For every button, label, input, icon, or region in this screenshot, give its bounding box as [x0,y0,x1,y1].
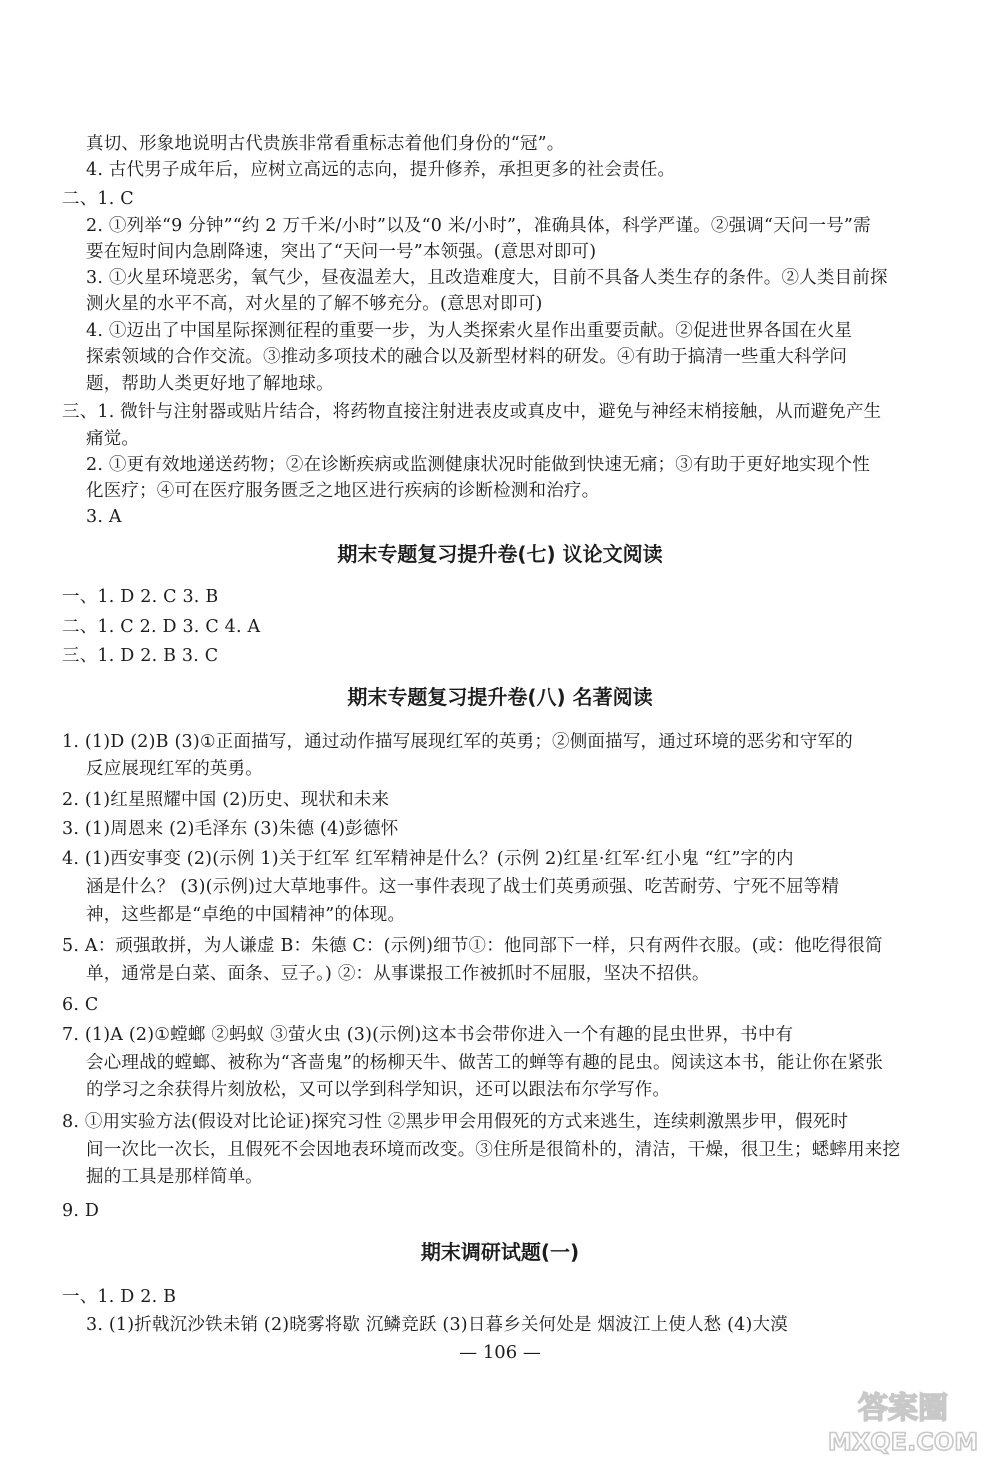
text-line: 3. A [86,507,122,527]
text-line: 4. 古代男子成年后，应树立高远的志向，提升修养，承担更多的社会责任。 [86,160,676,180]
text-line: 二、1. C [62,189,134,209]
text-line: 6. C [62,995,99,1015]
text-line: 3. (1)周恩来 (2)毛泽东 (3)朱德 (4)彭德怀 [62,819,399,839]
section-heading: 期末调研试题(一) [420,1240,580,1264]
text-line: 1. (1)D (2)B (3)①正面描写，通过动作描写展现红军的英勇；②侧面描写，通过环境的恶劣和守军的 [62,732,853,752]
text-line: 3. (1)折戟沉沙铁未销 (2)晓雾将歇 沉鳞竞跃 (3)日暮乡关何处是 烟波江上使人愁 (4)大漠 [86,1315,788,1335]
text-line: 9. D [62,1201,100,1221]
text-line: 2. ①列举“9 分钟”“约 2 万千米/小时”以及“0 米/小时”，准确具体，科学严谨。②强调“天问一号”需 [86,216,871,236]
text-line: 一、1. D 2. B [62,1287,177,1307]
text-line: 2. (1)红星照耀中国 (2)历史、现状和未来 [62,790,390,810]
svg-text:MXQE.COM: MXQE.COM [827,1428,979,1456]
text-line: 涵是什么？ (3)(示例)过大草地事件。这一事件表现了战士们英勇顽强、吃苦耐劳、宁死不屈等精 [86,877,840,897]
text-line: 的学习之余获得片刻放松，又可以学到科学知识，还可以跟法布尔学写作。 [86,1080,671,1100]
text-line: 反应展现红军的英勇。 [86,759,263,779]
text-line: 3. ①火星环境恶劣，氧气少，昼夜温差大，且改造难度大，目前不具备人类生存的条件。②人类目前探 [86,268,888,288]
text-line: 5. A：顽强敢拼，为人谦虚 B：朱德 C：(示例)细节①：他同部下一样，只有两件衣服。(或：他吃得很简 [62,936,883,956]
text-line: 痛觉。 [86,429,140,449]
svg-text:答案圈: 答案圈 [858,1391,948,1426]
text-line: 神，这些都是“卓绝的中国精神”的体现。 [86,905,406,925]
text-line: 2. ①更有效地递送药物；②在诊断疾病或监测健康状况时能做到快速无痛；③有助于更好地实现个性 [86,455,870,475]
text-line: 单，通常是白菜、面条、豆子。) ②：从事谍报工作被抓时不屈服，坚决不招供。 [86,964,710,984]
text-line: 测火星的水平不高，对火星的了解不够充分。(意思对即可) [86,294,543,314]
section-heading: 期末专题复习提升卷(七) 议论文阅读 [337,542,663,566]
watermark-logo-icon [818,1384,988,1456]
text-line: 题，帮助人类更好地了解地球。 [86,374,334,394]
text-line: 真切、形象地说明古代贵族非常看重标志着他们身份的“冠”。 [86,134,565,154]
text-line: 8. ①用实验方法(假设对比论证)探究习性 ②黑步甲会用假死的方式来逃生，连续刺激黑步甲，假死时 [62,1112,849,1132]
text-line: 要在短时间内急剧降速，突出了“天问一号”本领强。(意思对即可) [86,242,597,262]
text-line: 探索领域的合作交流。③推动多项技术的融合以及新型材料的研发。④有助于搞清一些重大科学问 [86,347,848,367]
text-line: 会心理战的螳螂、被称为“吝啬鬼”的杨柳天牛、做苦工的蝉等有趣的昆虫。阅读这本书，能让你在紧张 [86,1053,884,1073]
text-line: 三、1. D 2. B 3. C [62,646,219,666]
text-line: 化医疗；④可在医疗服务匮乏之地区进行疾病的诊断检测和治疗。 [86,481,600,501]
text-line: 三、1. 微针与注射器或贴片结合，将药物直接注射进表皮或真皮中，避免与神经末梢接触，从而避免产生 [62,402,882,422]
text-line: 4. ①迈出了中国星际探测征程的重要一步，为人类探索火星作出重要贡献。②促进世界各国在火星 [86,321,853,341]
text-line: 间一次比一次长，且假死不会因地表环境而改变。③住所是很简朴的，清洁，干燥，很卫生；蟋蟀用来挖 [86,1140,901,1160]
section-heading: 期末专题复习提升卷(八) 名著阅读 [347,685,653,709]
text-line: 一、1. D 2. C 3. B [62,587,219,607]
text-line: 7. (1)A (2)①螳螂 ②蚂蚁 ③萤火虫 (3)(示例)这本书会带你进入一个有趣的昆虫世界，书中有 [62,1025,794,1045]
page-number: — 106 — [459,1342,541,1363]
text-line: 4. (1)西安事变 (2)(示例 1)关于红军 红军精神是什么？(示例 2)红星·红军·红小鬼 “红”字的内 [62,849,794,869]
text-line: 掘的工具是那样简单。 [86,1167,263,1187]
text-line: 二、1. C 2. D 3. C 4. A [62,617,261,637]
